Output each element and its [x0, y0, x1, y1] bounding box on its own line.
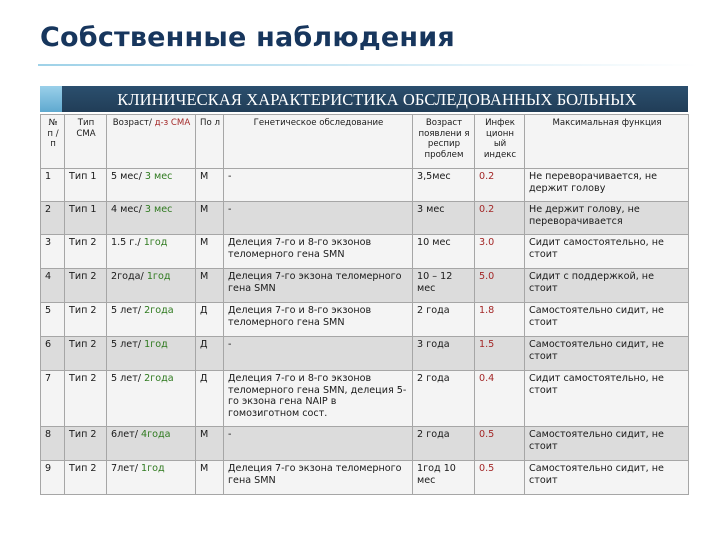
table-row [41, 303, 689, 337]
row-type: Тип 2 [65, 427, 107, 461]
age-value: 5 лет/ [111, 339, 145, 350]
row-type: Тип 2 [65, 235, 107, 269]
row-type: Тип 2 [65, 461, 107, 495]
row-index: 1.5 [475, 337, 525, 371]
row-number: 7 [41, 371, 65, 427]
table-row [41, 337, 689, 371]
row-sex: М [196, 169, 224, 202]
table-row [41, 371, 689, 427]
age-value: 5 лет/ [111, 373, 145, 384]
row-genetic: - [224, 427, 413, 461]
row-sex: Д [196, 371, 224, 427]
row-genetic: Делеция 7-го экзона теломерного гена SMN [224, 269, 413, 303]
age-value: 4 мес/ [111, 204, 145, 215]
row-age [107, 337, 196, 371]
diagnosis-age-value: 1год [146, 271, 171, 282]
row-genetic: Делеция 7-го и 8-го экзонов теломерного гена SMN [224, 235, 413, 269]
banner-text: КЛИНИЧЕСКАЯ ХАРАКТЕРИСТИКА ОБСЛЕДОВАННЫХ БОЛЬНЫХ [117, 90, 637, 109]
row-age [107, 427, 196, 461]
age-value: 7лет/ [111, 463, 142, 474]
diagnosis-age-value: 1год [141, 463, 165, 474]
patients-table [40, 114, 689, 495]
row-sex: Д [196, 303, 224, 337]
row-number: 9 [41, 461, 65, 495]
age-value: 6лет/ [111, 429, 142, 440]
col-age-header [107, 115, 196, 169]
row-sex: М [196, 269, 224, 303]
row-genetic: - [224, 337, 413, 371]
row-onset: 2 года [413, 303, 475, 337]
row-age [107, 235, 196, 269]
row-genetic: Делеция 7-го и 8-го экзонов теломерного гена SMN [224, 303, 413, 337]
row-genetic: Делеция 7-го экзона теломерного гена SMN [224, 461, 413, 495]
table-caption-banner [40, 86, 688, 112]
row-number: 4 [41, 269, 65, 303]
col-onset-header: Возраст появлени я респир проблем [413, 115, 475, 169]
table-row [41, 461, 689, 495]
diagnosis-age-value: 3 мес [144, 204, 173, 215]
row-function: Сидит самостоятельно, не стоит [525, 371, 689, 427]
row-type: Тип 2 [65, 303, 107, 337]
row-onset: 2 года [413, 371, 475, 427]
row-age [107, 371, 196, 427]
row-onset: 3,5мес [413, 169, 475, 202]
row-function: Не переворачивается, не держит голову [525, 169, 689, 202]
row-function: Самостоятельно сидит, не стоит [525, 337, 689, 371]
table-row [41, 427, 689, 461]
row-function: Самостоятельно сидит, не стоит [525, 461, 689, 495]
row-index: 3.0 [475, 235, 525, 269]
row-genetic: - [224, 169, 413, 202]
age-value: 1.5 г./ [111, 237, 144, 248]
row-type: Тип 2 [65, 269, 107, 303]
row-number: 3 [41, 235, 65, 269]
row-age [107, 303, 196, 337]
row-age [107, 269, 196, 303]
col-index-header: Инфек ционн ый индекс [475, 115, 525, 169]
row-index: 1.8 [475, 303, 525, 337]
diagnosis-age-value: 1год [143, 237, 168, 248]
diagnosis-age-value: 1год [144, 339, 168, 350]
row-sex: М [196, 461, 224, 495]
table-row [41, 169, 689, 202]
row-onset: 3 года [413, 337, 475, 371]
col-sex-header: По л [196, 115, 224, 169]
row-age [107, 169, 196, 202]
row-number: 5 [41, 303, 65, 337]
age-value: 2года/ [111, 271, 147, 282]
age-value: 5 лет/ [111, 305, 145, 316]
title-underline [38, 64, 698, 66]
row-index: 5.0 [475, 269, 525, 303]
diagnosis-age-value: 2года [144, 305, 174, 316]
row-sex: М [196, 202, 224, 235]
table-row [41, 202, 689, 235]
row-function: Сидит самостоятельно, не стоит [525, 235, 689, 269]
row-age [107, 461, 196, 495]
row-sex: М [196, 235, 224, 269]
row-number: 2 [41, 202, 65, 235]
row-sex: Д [196, 337, 224, 371]
col-function-header: Максимальная функция [525, 115, 689, 169]
row-type: Тип 2 [65, 371, 107, 427]
row-function: Не держит голову, не переворачивается [525, 202, 689, 235]
row-number: 8 [41, 427, 65, 461]
row-index: 0.4 [475, 371, 525, 427]
row-function: Самостоятельно сидит, не стоит [525, 427, 689, 461]
row-sex: М [196, 427, 224, 461]
diagnosis-age-value: 3 мес [144, 171, 173, 182]
col-genetic-header: Генетическое обследование [224, 115, 413, 169]
table-header-row [41, 115, 689, 169]
row-index: 0.2 [475, 169, 525, 202]
age-header-b: д-з СМА [154, 118, 191, 128]
row-index: 0.5 [475, 461, 525, 495]
table-row [41, 235, 689, 269]
col-type-header: Тип СМА [65, 115, 107, 169]
col-number-header: № п /п [41, 115, 65, 169]
table-row [41, 269, 689, 303]
row-type: Тип 1 [65, 169, 107, 202]
row-onset: 10 – 12 мес [413, 269, 475, 303]
row-index: 0.2 [475, 202, 525, 235]
row-genetic: - [224, 202, 413, 235]
age-value: 5 мес/ [111, 171, 145, 182]
row-onset: 3 мес [413, 202, 475, 235]
slide-title: Собственные наблюдения [40, 22, 455, 53]
diagnosis-age-value: 4года [141, 429, 171, 440]
row-onset: 1год 10 мес [413, 461, 475, 495]
banner-accent [40, 86, 62, 112]
row-onset: 10 мес [413, 235, 475, 269]
row-onset: 2 года [413, 427, 475, 461]
diagnosis-age-value: 2года [144, 373, 174, 384]
row-type: Тип 2 [65, 337, 107, 371]
row-genetic: Делеция 7-го и 8-го экзонов теломерного гена SMN, делеция 5-го экзона гена NAIP в гомозиготном сост. [224, 371, 413, 427]
row-function: Самостоятельно сидит, не стоит [525, 303, 689, 337]
row-type: Тип 1 [65, 202, 107, 235]
row-index: 0.5 [475, 427, 525, 461]
row-number: 6 [41, 337, 65, 371]
row-age [107, 202, 196, 235]
row-number: 1 [41, 169, 65, 202]
row-function: Сидит с поддержкой, не стоит [525, 269, 689, 303]
age-header-a: Возраст/ [112, 118, 155, 128]
